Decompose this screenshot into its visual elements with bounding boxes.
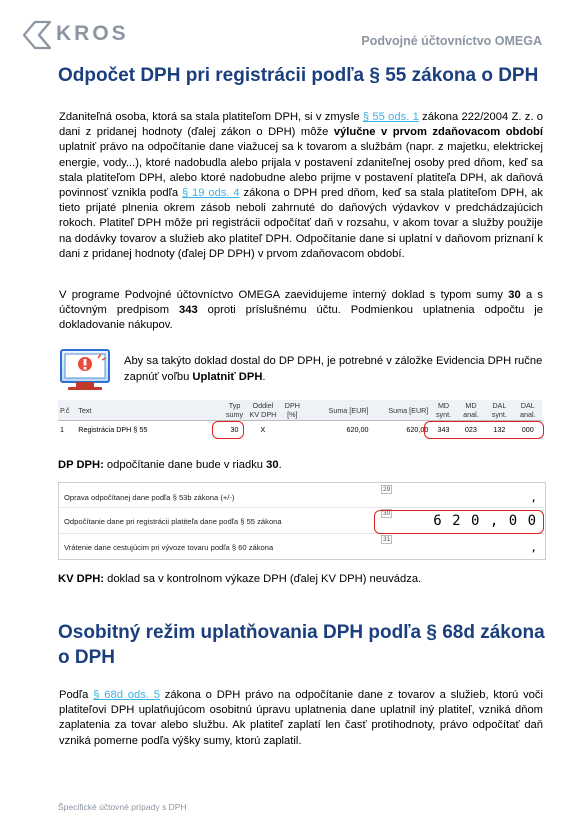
product-title: Podvojné účtovníctvo OMEGA: [361, 34, 542, 48]
form-row-label: Odpočítanie dane pri registrácii platiteľa dane podľa § 55 zákona: [64, 517, 282, 526]
text-run: .: [278, 459, 282, 471]
form-row-number: 31: [383, 536, 391, 543]
bold-text: DP DPH:: [58, 459, 104, 471]
col-header: DAL synt.: [485, 400, 513, 421]
cell: 1: [60, 425, 64, 434]
cell: 620,00: [346, 425, 369, 434]
kv-dph-label: [58, 573, 421, 585]
form-row-number: 30: [383, 510, 391, 517]
cell-md-synt: 343: [437, 425, 450, 434]
bold-text: 30: [508, 289, 521, 301]
form-row-number: 29: [383, 486, 391, 493]
logo-text: KROS: [56, 22, 129, 45]
col-header: DPH [%]: [279, 400, 305, 421]
form-row-31: [59, 537, 545, 557]
text-run: Aby sa takýto doklad dostal do DP DPH, je potrebné v záložke Evidencia DPH ručne zapnúť voľbu: [124, 355, 543, 383]
text-run: zákona o DPH pred dňom, keď sa stala platiteľom DPH, ak tieto prijaté plnenia okrem zásob neboli zahrnuté do daňových výdavkov v predchádzajúcich rokoch. Platiteľ DPH môže pri registrácii odpočítať daň v rozsahu, v akom tovar a služby použije na dodávky tovarov a služieb ako platiteľ DPH. Odpočítanie dane si uplatní v daňovom priznaní k dani z pridanej hodnoty (ďalej DP DPH) v prvom zdaňovacom období.: [59, 187, 544, 260]
bold-text: KV DPH:: [58, 573, 104, 585]
highlight-type-sumy: [212, 421, 244, 439]
text-run: oproti príslušnému účtu. Podmienkou uplatnenia odpočtu je dokladovanie nákupov.: [59, 304, 543, 332]
table-header-row: [58, 400, 542, 421]
intro-paragraph: [59, 110, 543, 262]
cell: 000: [521, 425, 534, 434]
col-header: Text: [76, 400, 222, 421]
form-row-29: [59, 487, 545, 508]
cell: 132: [493, 425, 506, 434]
col-header: Suma [EUR]: [370, 400, 430, 421]
col-header: Oddiel KV DPH: [247, 400, 279, 421]
law-link-55-1[interactable]: § 55 ods. 1: [362, 111, 419, 123]
col-header: MD synt.: [430, 400, 456, 421]
form-row-label: Vrátenie dane cestujúcim pri vývoze tovaru podľa § 60 zákona: [64, 543, 274, 552]
highlight-accounts: [424, 421, 544, 439]
bold-text: 30: [266, 459, 279, 471]
bold-text: výlučne v prvom zdaňovacom období: [333, 126, 543, 139]
bold-text: 343: [179, 304, 198, 317]
section-title: Osobitný režim uplatňovania DPH podľa § 68d zákona o DPH: [58, 622, 545, 668]
text-run: Podľa: [59, 689, 94, 701]
cell-type-sumy: 30: [230, 425, 239, 434]
text-run: V programe Podvojné účtovníctvo OMEGA zaevidujeme interný doklad s typom sumy: [59, 289, 509, 301]
dp-dph-label: [58, 459, 282, 471]
osobitny-rezim-paragraph: [59, 688, 543, 749]
form-row-label: Oprava odpočítanej dane podľa § 53b zákona (+/-): [64, 493, 235, 502]
col-header: DAL anal.: [514, 400, 542, 421]
cell: X: [260, 425, 266, 434]
form-row-value: ,: [530, 491, 537, 504]
text-run: .: [262, 370, 266, 383]
text-run: odpočítanie dane bude v riadku: [103, 459, 267, 471]
text-run: doklad sa v kontrolnom výkaze DPH (ďalej KV DPH) neuvádza.: [104, 573, 422, 585]
col-header: Typ sumy: [222, 400, 246, 421]
section-title: Odpočet DPH pri registrácii podľa § 55 zákona o DPH: [58, 65, 539, 86]
page-footer: Špecifické účtovné prípady s DPH: [58, 802, 187, 812]
form-row-value: ,: [530, 541, 537, 554]
cell: [279, 421, 305, 439]
program-paragraph: [59, 288, 543, 334]
monitor-warning-icon: [58, 348, 114, 392]
text-run: uplatniť právo na odpočítanie dane viažucej sa k tovarom a službám (napr. z majetku, elektrickej energie, vody...), ktoré nadobudla alebo prijala v postavení zdaniteľnej osoby pred dňom, keď sa stala platiteľom DPH, alebo ktoré nadobudne alebo prijme v postavení platiteľa DPH, ak daňová povinnosť vznikla podľa: [59, 141, 543, 200]
col-header: Suma [EUR]: [306, 400, 371, 421]
law-link-19-4[interactable]: § 19 ods. 4: [181, 187, 240, 200]
highlight-row-30: [374, 510, 544, 534]
cell: 620,00: [406, 425, 429, 434]
form-row-value: 6 2 0 , 0 0: [433, 513, 537, 529]
note-text: [124, 354, 544, 385]
bold-text: Uplatniť DPH: [192, 370, 263, 383]
text-run: Zdaniteľná osoba, ktorá sa stala platiteľom DPH, si v zmysle: [59, 111, 363, 123]
text-run: zákona o DPH právo na odpočítanie dane z tovarov a služieb, ktorú voči platiteľovi DPH uplatňujúcom osobitnú úpravu uplatnenia dane uplatnil iný platiteľ, vzniká dňom zaplatenia za tovar alebo službu. Ak platiteľ zaplatí len časť protihodnoty, právo odpočítať daň vzniká pomerne podľa výšky sumy, ktorú zaplatil.: [59, 689, 543, 747]
text-run: zákona 222/2004 Z. z. o dani z pridanej hodnoty (ďalej zákon o DPH) môže: [59, 111, 543, 139]
text-run: a s účtovným predpisom: [59, 289, 543, 317]
law-link-68d-5[interactable]: § 68d ods. 5: [93, 689, 160, 701]
cell: 023: [464, 425, 477, 434]
col-header: P.č: [58, 400, 76, 421]
cell: Registrácia DPH § 55: [78, 425, 148, 434]
col-header: MD anal.: [457, 400, 485, 421]
